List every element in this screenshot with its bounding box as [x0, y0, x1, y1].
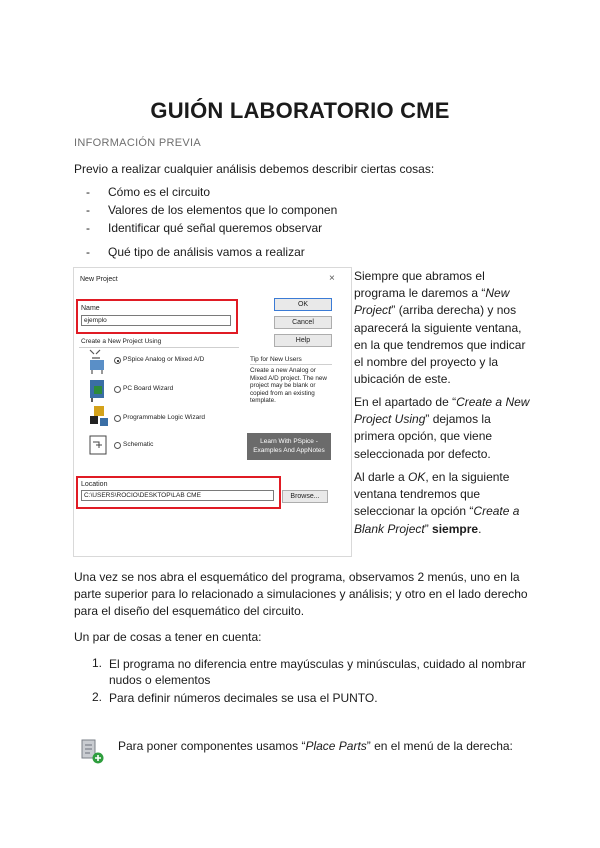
tip-text: Create a new Analog or Mixed A/D project. The new project may be blank or copied from an existing template. — [250, 367, 327, 404]
schematic-paragraph: Una vez se nos abra el esquemático del programa, observamos 2 menús, uno en la parte superior para lo relacionado a simulaciones y análisis; y otro en el lado derecho para el diseño del esquemático del circuito. — [74, 570, 528, 618]
option-label: PSpice Analog or Mixed A/D — [123, 356, 205, 363]
location-field: C:\USERS\ROCIO\DESKTOP\LAB CME — [81, 490, 274, 501]
name-label: Name — [81, 305, 100, 312]
close-icon: × — [329, 273, 335, 284]
list-number: 2. — [92, 690, 103, 704]
learn-pspice-button: Learn With PSpice - Examples And AppNotes — [247, 433, 331, 460]
tip-title: Tip for New Users — [250, 356, 302, 363]
dash-bullet: - — [86, 245, 90, 259]
list-number: 1. — [92, 656, 103, 670]
side-paragraph-2: En el apartado de “Create a New Project Using” dejamos la primera opción, que viene seleccionada por defecto. — [354, 395, 530, 461]
dialog-title: New Project — [80, 276, 118, 283]
location-label: Location — [81, 481, 108, 488]
ok-button: OK — [274, 298, 332, 311]
option-label: Programmable Logic Wizard — [123, 414, 206, 421]
tip-divider — [250, 364, 332, 365]
option-radio — [114, 386, 121, 393]
option-radio — [114, 415, 121, 422]
pc-board-icon — [88, 378, 108, 404]
cancel-button: Cancel — [274, 316, 332, 329]
side-paragraph-3: Al darle a OK, en la siguiente ventana tendremos que seleccionar la opción “Create a Blank Project” siempre. — [354, 470, 520, 536]
schematic-icon — [88, 434, 110, 458]
browse-button: Browse... — [282, 490, 328, 503]
option-radio — [114, 442, 121, 449]
dash-bullet: - — [86, 221, 90, 235]
list-item: Para definir números decimales se usa el PUNTO. — [109, 691, 378, 705]
list-item: Qué tipo de análisis vamos a realizar — [108, 245, 305, 259]
dash-bullet: - — [86, 185, 90, 199]
list-item: El programa no diferencia entre mayúsculas y minúsculas, cuidado al nombrar nudos o elementos — [109, 657, 526, 687]
section-subheading: INFORMACIÓN PREVIA — [74, 137, 202, 149]
new-project-dialog-screenshot — [73, 267, 352, 557]
programmable-logic-icon — [88, 404, 110, 430]
intro-paragraph: Previo a realizar cualquier análisis debemos describir ciertas cosas: — [74, 162, 435, 176]
create-group-label: Create a New Project Using — [81, 338, 162, 345]
place-parts-paragraph: Para poner componentes usamos “Place Parts” en el menú de la derecha: — [118, 739, 513, 753]
dash-bullet: - — [86, 203, 90, 217]
help-button: Help — [274, 334, 332, 347]
list-item: Identificar qué señal queremos observar — [108, 221, 323, 235]
list-item: Valores de los elementos que lo componen — [108, 203, 338, 217]
option-label: PC Board Wizard — [123, 385, 174, 392]
option-radio-selected — [114, 357, 121, 364]
page-title: GUIÓN LABORATORIO CME — [150, 98, 450, 123]
list-item: Cómo es el circuito — [108, 185, 211, 199]
pspice-analog-icon — [86, 346, 110, 376]
notes-intro: Un par de cosas a tener en cuenta: — [74, 630, 262, 644]
name-field: ejemplo — [81, 315, 231, 326]
option-label: Schematic — [123, 441, 154, 448]
side-paragraph-1: Siempre que abramos el programa le daremos a “New Project” (arriba derecha) y nos aparecerá la siguiente ventana, en la que tendremos que indicar el nombre del proyecto y la ubicación de este. — [354, 269, 526, 387]
place-parts-icon — [79, 737, 105, 765]
